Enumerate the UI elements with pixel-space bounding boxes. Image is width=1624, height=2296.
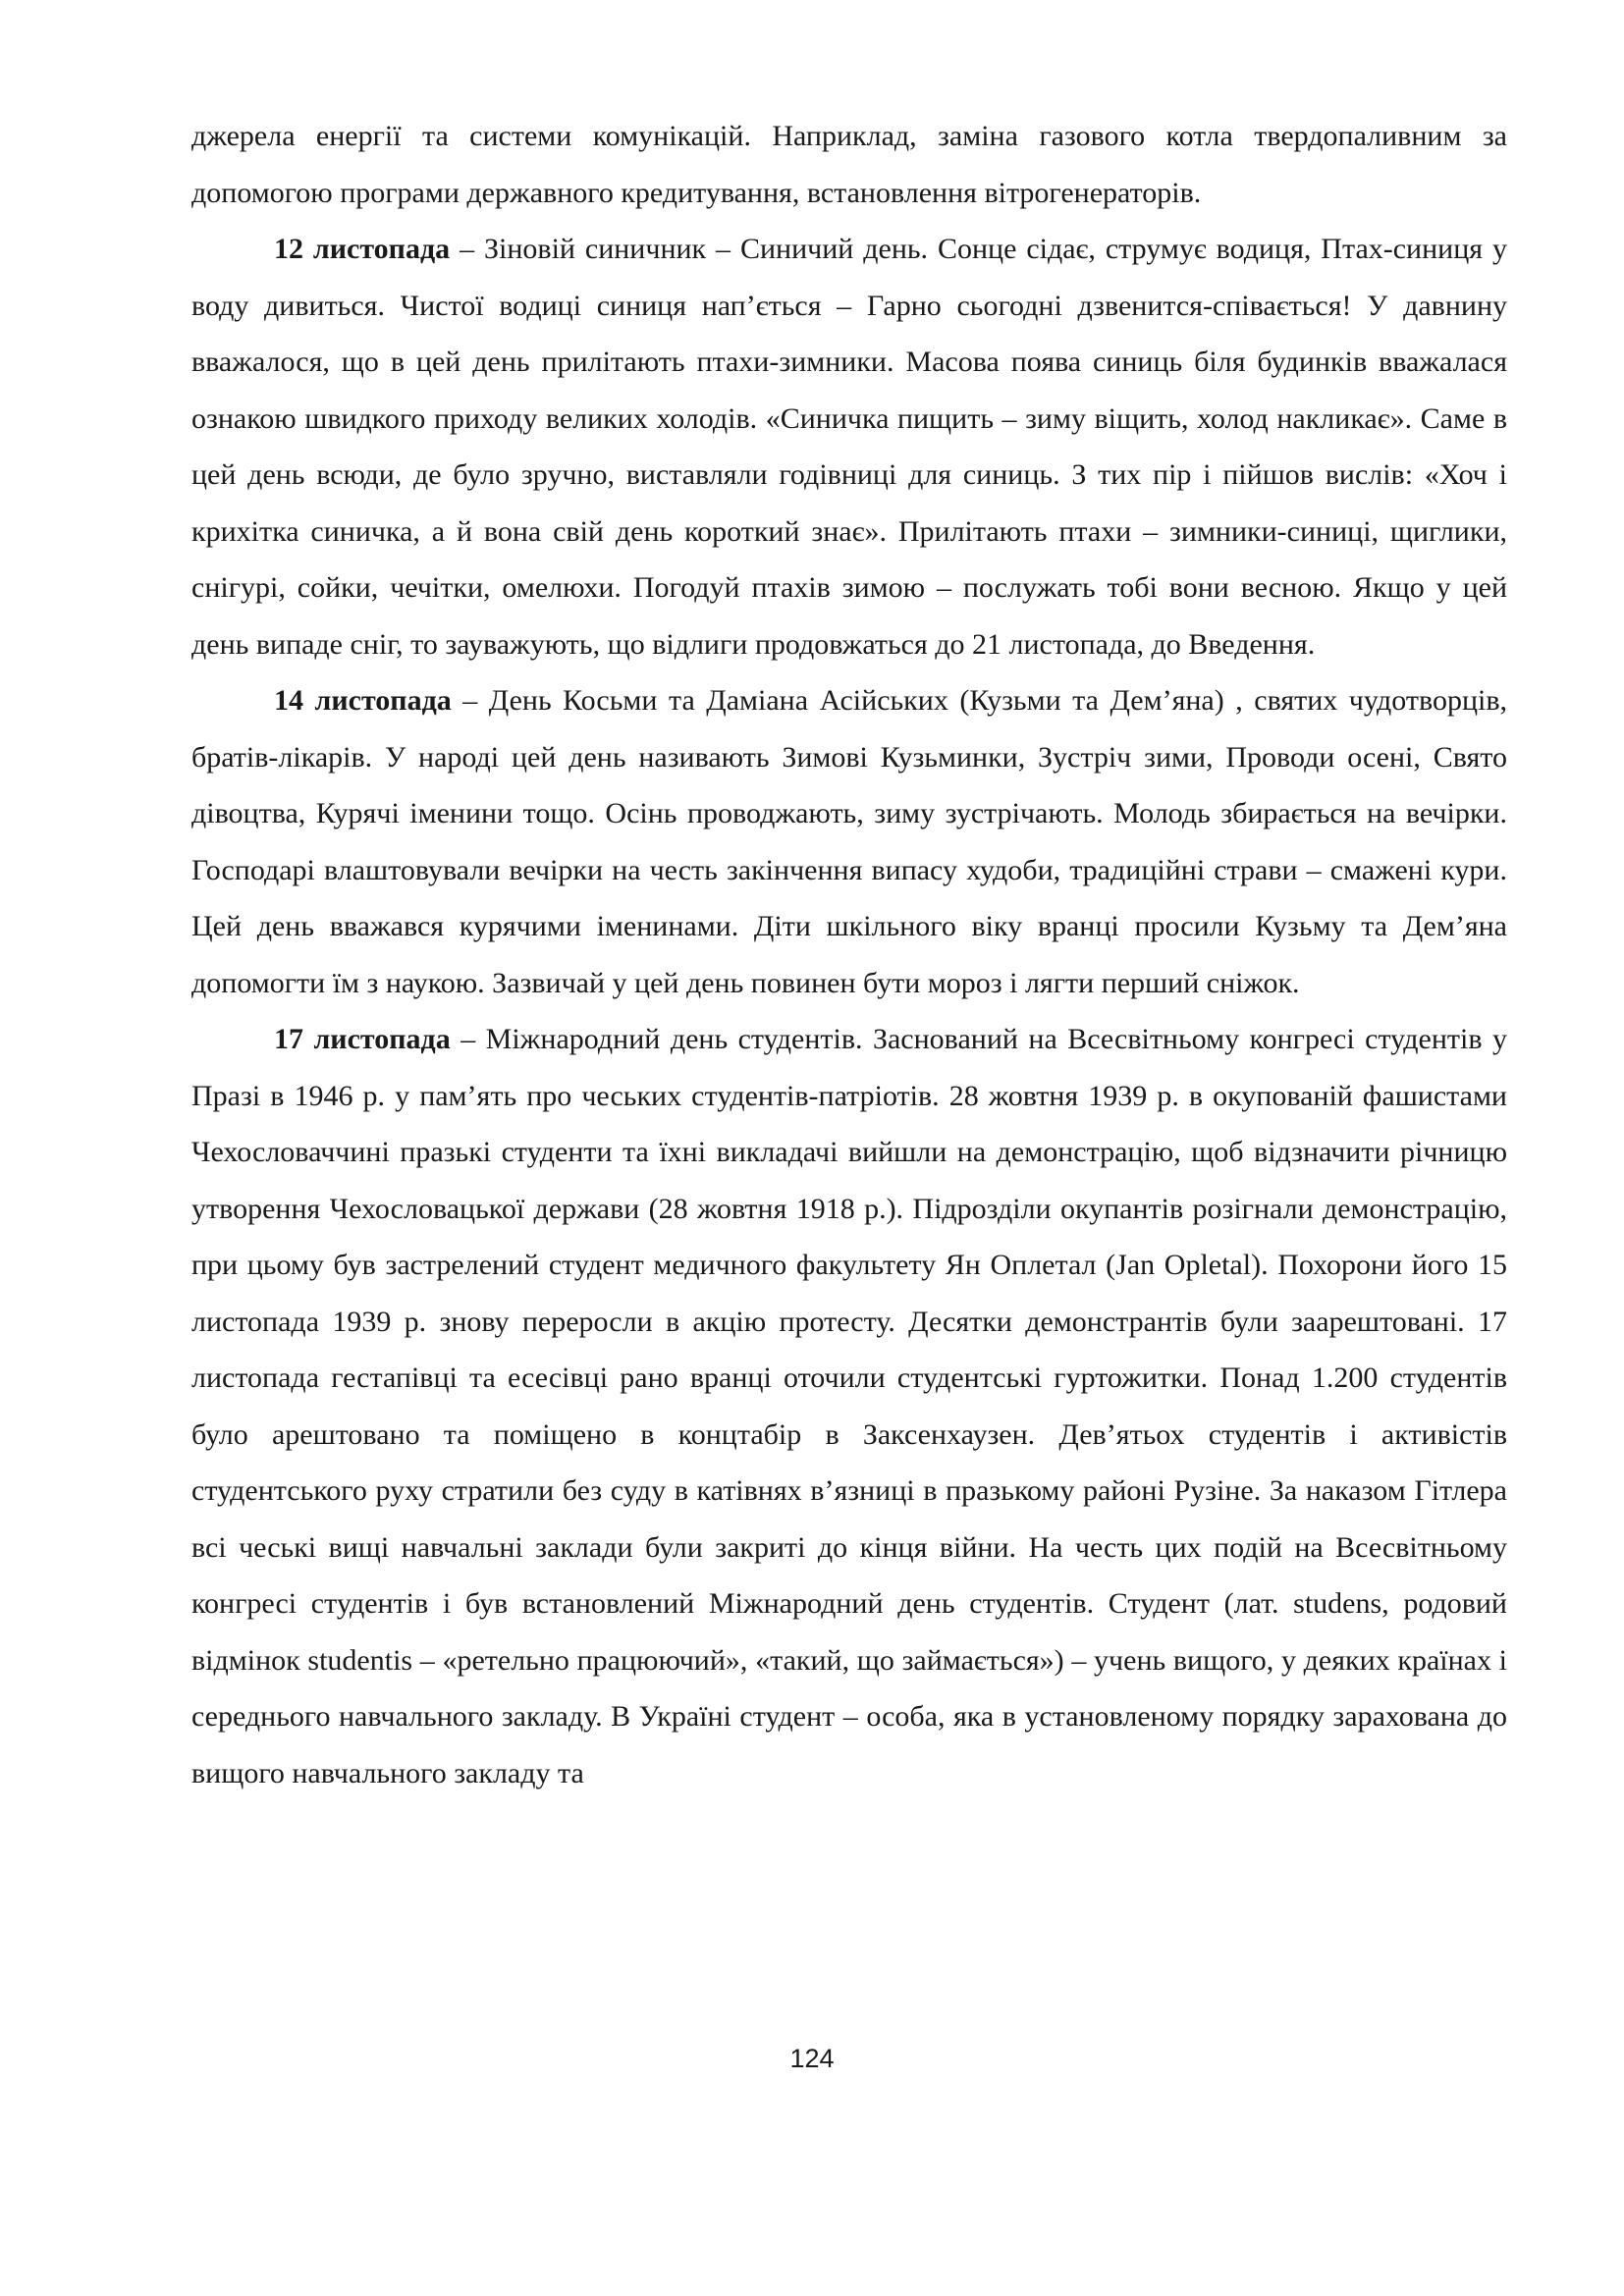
date-heading: 17 листопада <box>274 1023 451 1055</box>
paragraph-text: – Міжнародний день студентів. Заснований на Всесвітньому конгресі студентів у Празі в 1946 р. у пам’ять про чеських студентів-патріотів. 28 жовтня 1939 р. в окупованій фашистами Чехословаччині празькі студенти та їхні викладачі вийшли на демонстрацію, щоб відзначити річницю утворення Чехословацької держави (28 жовтня 1918 р.). Підрозділи окупантів розігнали демонстрацію, при цьому був застрелений студент медичного факультету Ян Оплетал (Jan Opletal). Похорони його 15 листопада 1939 р. знову переросли в акцію протесту. Десятки демонстрантів були заарештовані. 17 листопада гестапівці та есесівці рано вранці оточили студентські гуртожитки. Понад 1.200 студентів було арештовано та поміщено в концтабір в Заксенхаузен. Дев’ятьох студентів і активістів студентського руху стратили без суду в катівнях в’язниці в празькому районі Рузіне. За наказом Гітлера всі чеські вищі навчальні заклади були закриті до кінця війни. На честь цих подій на Всесвітньому конгресі студентів і був встановлений Міжнародний день студентів. Студент (лат. studens, родовий відмінок studentis – «ретельно працюючий», «такий, що займається») – учень вищого, у деяких країнах і середнього навчального закладу. В Україні студент – особа, яка в установленому порядку зарахована до вищого навчального закладу та <box>191 1023 1508 1789</box>
paragraph-nov-14 <box>191 672 1507 1011</box>
document-page <box>191 108 1507 1801</box>
paragraph-continuation <box>191 108 1507 221</box>
date-heading: 14 листопада <box>274 684 452 717</box>
paragraph-nov-17 <box>191 1011 1507 1801</box>
paragraph-nov-12 <box>191 221 1507 672</box>
date-heading: 12 листопада <box>274 233 451 265</box>
page-number: 124 <box>789 2044 835 2073</box>
paragraph-text: джерела енергії та системи комунікацій. Наприклад, заміна газового котла твердопаливним за допомогою програми державного кредитування, встановлення вітрогенераторів. <box>191 120 1507 209</box>
paragraph-text: – Зіновій синичник – Синичий день. Сонце сідає, струмує водиця, Птах-синиця у воду дивиться. Чистої водиці синиця нап’ється – Гарно сьогодні дзвенится-співається! У давнину вважалося, що в цей день прилітають птахи-зимники. Масова поява синиць біля будинків вважалася ознакою швидкого приходу великих холодів. «Синичка пищить – зиму віщить, холод накликає». Саме в цей день всюди, де було зручно, виставляли годівниці для синиць. З тих пір і пійшов вислів: «Хоч і крихітка синичка, а й вона свій день короткий знає». Прилітають птахи – зимники-синиці, щиглики, снігурі, сойки, чечітки, омелюхи. Погодуй птахів зимою – послужать тобі вони весною. Якщо у цей день випаде сніг, то зауважують, що відлиги продовжаться до 21 листопада, до Введення. <box>191 233 1507 661</box>
paragraph-text: – День Косьми та Даміана Асійських (Кузьми та Дем’яна) , святих чудотворців, братів-лікарів. У народі цей день називають Зимові Кузьминки, Зустріч зими, Проводи осені, Свято дівоцтва, Курячі іменини тощо. Осінь проводжають, зиму зустрічають. Молодь збирається на вечірки. Господарі влаштовували вечірки на честь закінчення випасу худоби, традиційні страви – смажені кури. Цей день вважався курячими іменинами. Діти шкільного віку вранці просили Кузьму та Дем’яна допомогти їм з наукою. Зазвичай у цей день повинен бути мороз і лягти перший сніжок. <box>191 684 1507 999</box>
